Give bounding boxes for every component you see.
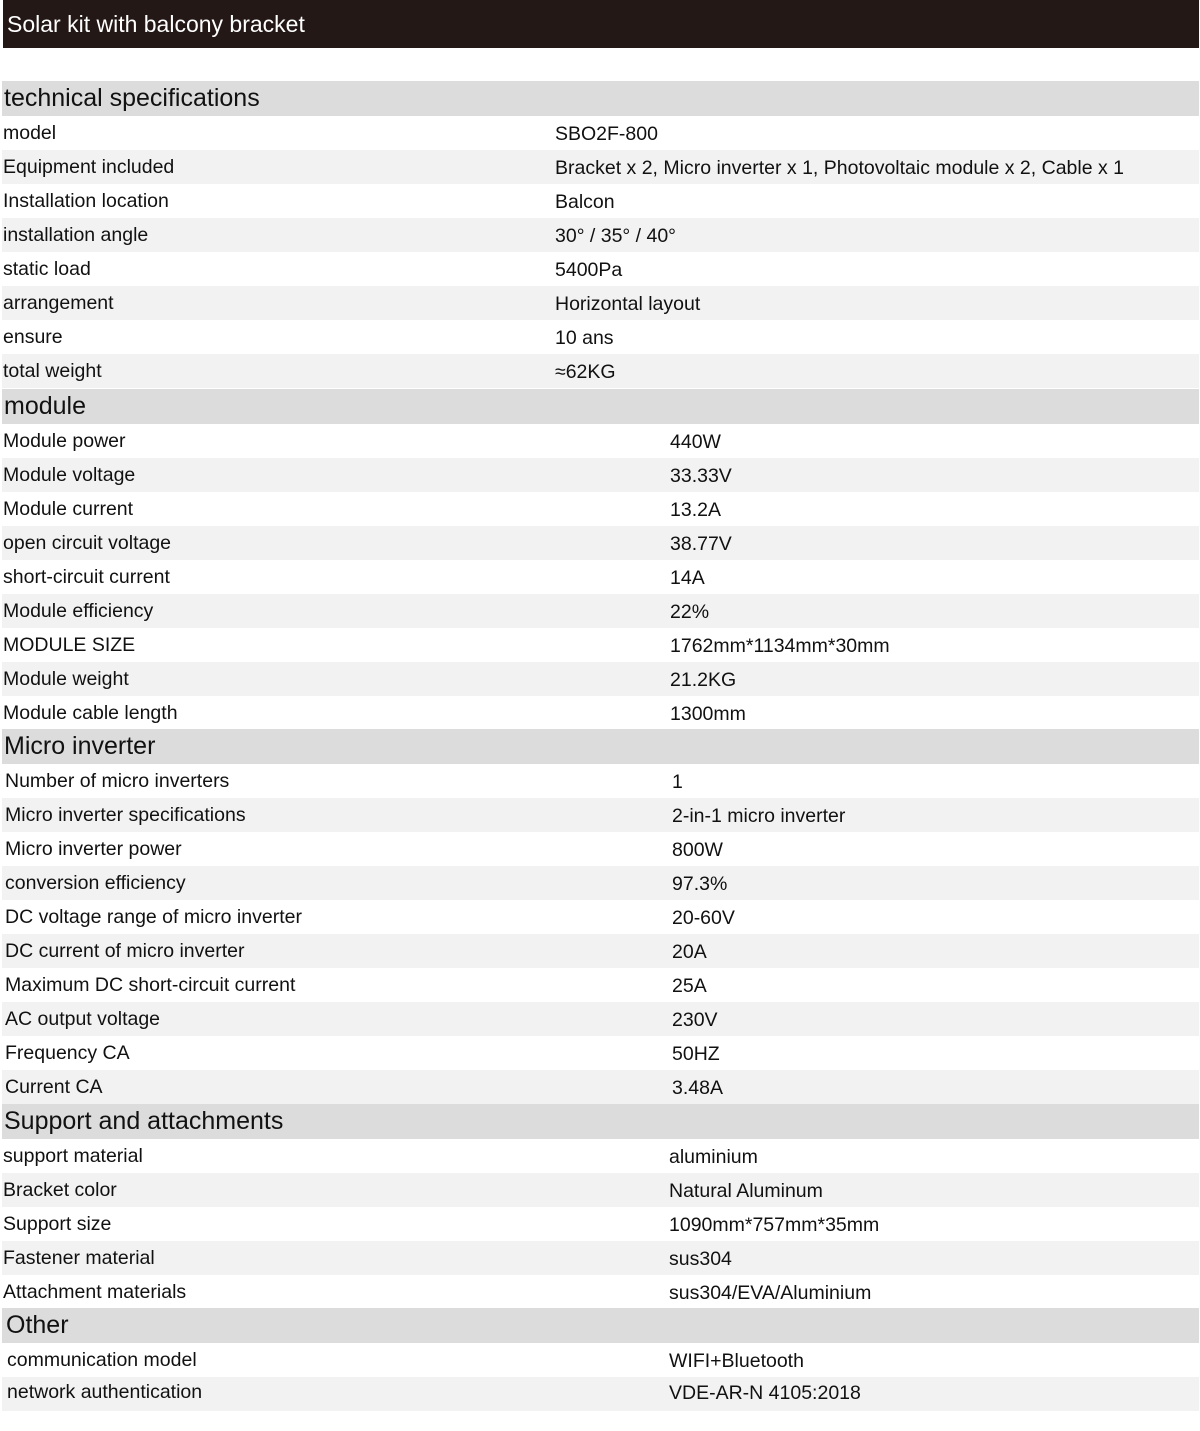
spec-row: [2, 1377, 1199, 1411]
spec-label: network authentication: [7, 1381, 203, 1403]
spec-label: installation angle: [3, 224, 149, 246]
spec-row: [2, 184, 1199, 218]
spec-label: ensure: [3, 326, 63, 348]
spec-row: [2, 968, 1199, 1002]
spec-value: WIFI+Bluetooth: [669, 1350, 804, 1372]
spec-label: Current CA: [5, 1076, 103, 1098]
spec-value: 50HZ: [672, 1043, 720, 1065]
spec-value: 5400Pa: [555, 259, 623, 281]
section-header: Support and attachments: [2, 1104, 1199, 1139]
spec-label: MODULE SIZE: [3, 634, 136, 656]
spec-value: 25A: [672, 975, 707, 997]
spec-label: Support size: [3, 1213, 112, 1235]
spec-label: Module cable length: [3, 702, 178, 724]
section-header: Other: [2, 1308, 1199, 1343]
spec-row: [2, 628, 1199, 662]
spec-row: [2, 798, 1199, 832]
spec-label: Number of micro inverters: [5, 770, 230, 792]
spec-value: 3.48A: [672, 1077, 723, 1099]
spec-value: ≈62KG: [555, 361, 616, 383]
spec-row: [2, 900, 1199, 934]
spec-label: Fastener material: [3, 1247, 155, 1269]
spec-label: communication model: [7, 1349, 197, 1371]
section-module: [0, 389, 1200, 730]
spec-value: 14A: [670, 567, 705, 589]
spec-row: [2, 764, 1199, 798]
spec-value: 1090mm*757mm*35mm: [669, 1214, 880, 1236]
spec-value: 30° / 35° / 40°: [555, 225, 676, 247]
spec-value: 13.2A: [670, 499, 721, 521]
spec-value: 38.77V: [670, 533, 732, 555]
spec-value: Horizontal layout: [555, 293, 701, 315]
spec-label: support material: [3, 1145, 143, 1167]
spec-label: Micro inverter specifications: [5, 804, 246, 826]
spec-row: [2, 1173, 1199, 1207]
spec-row: [2, 1002, 1199, 1036]
spec-row: [2, 594, 1199, 628]
spec-row: [2, 696, 1199, 730]
spec-label: static load: [3, 258, 91, 280]
section-technical-specifications: [0, 81, 1200, 388]
spec-value: 2-in-1 micro inverter: [672, 805, 846, 827]
spec-label: Maximum DC short-circuit current: [5, 974, 296, 996]
spec-row: [2, 458, 1199, 492]
spec-row: [2, 218, 1199, 252]
spec-row: [2, 286, 1199, 320]
spec-row: [2, 1207, 1199, 1241]
spec-row: [2, 1036, 1199, 1070]
spec-row: [2, 866, 1199, 900]
spec-row: [2, 832, 1199, 866]
spec-value: VDE-AR-N 4105:2018: [669, 1382, 861, 1404]
spec-value: 1: [672, 771, 683, 793]
spec-row: [2, 252, 1199, 286]
spec-label: open circuit voltage: [3, 532, 172, 554]
spec-row: [2, 526, 1199, 560]
spec-row: [2, 492, 1199, 526]
spec-label: total weight: [3, 360, 102, 382]
spec-label: Bracket color: [3, 1179, 117, 1201]
spec-row: [2, 1070, 1199, 1104]
spec-label: DC current of micro inverter: [5, 940, 245, 962]
spec-row: [2, 116, 1199, 150]
section-other: [0, 1308, 1200, 1411]
spec-value: 21.2KG: [670, 669, 737, 691]
spec-label: Module voltage: [3, 464, 136, 486]
spec-row: [2, 662, 1199, 696]
spec-value: 97.3%: [672, 873, 728, 895]
section-support-and-attachments: [0, 1104, 1200, 1309]
spec-row: [2, 354, 1199, 388]
spec-value: sus304: [669, 1248, 732, 1270]
spec-row: [2, 1241, 1199, 1275]
spec-value: aluminium: [669, 1146, 758, 1168]
spec-label: short-circuit current: [3, 566, 170, 588]
spec-value: 230V: [672, 1009, 718, 1031]
spec-label: Equipment included: [3, 156, 175, 178]
spec-row: [2, 150, 1199, 184]
spec-value: 800W: [672, 839, 723, 861]
spec-value: SBO2F-800: [555, 123, 658, 145]
spec-value: 1762mm*1134mm*30mm: [670, 635, 890, 657]
spec-label: Module current: [3, 498, 134, 520]
spec-value: 20-60V: [672, 907, 735, 929]
section-header: Micro inverter: [2, 729, 1199, 764]
spec-value: sus304/EVA/Aluminium: [669, 1282, 872, 1304]
spec-value: Balcon: [555, 191, 615, 213]
spec-row: [2, 934, 1199, 968]
spec-label: conversion efficiency: [5, 872, 186, 894]
spec-value: Natural Aluminum: [669, 1180, 823, 1202]
page-title: Solar kit with balcony bracket: [3, 0, 1199, 48]
spec-value: 33.33V: [670, 465, 732, 487]
spec-label: Micro inverter power: [5, 838, 182, 860]
spec-row: [2, 1343, 1199, 1377]
spec-row: [2, 320, 1199, 354]
spec-row: [2, 1275, 1199, 1309]
spec-label: Frequency CA: [5, 1042, 130, 1064]
spec-label: Module power: [3, 430, 126, 452]
spec-value: 20A: [672, 941, 707, 963]
spec-value: 440W: [670, 431, 721, 453]
spec-label: DC voltage range of micro inverter: [5, 906, 302, 928]
spec-row: [2, 560, 1199, 594]
spec-label: arrangement: [3, 292, 114, 314]
spec-label: AC output voltage: [5, 1008, 161, 1030]
spec-row: [2, 1139, 1199, 1173]
spec-value: 1300mm: [670, 703, 746, 725]
spec-value: 22%: [670, 601, 710, 623]
spec-value: Bracket x 2, Micro inverter x 1, Photovoltaic module x 2, Cable x 1: [555, 157, 1124, 179]
spec-label: Installation location: [3, 190, 169, 212]
spec-row: [2, 424, 1199, 458]
section-header: technical specifications: [2, 81, 1199, 116]
spec-value: 10 ans: [555, 327, 614, 349]
spec-label: model: [3, 122, 57, 144]
spec-label: Module efficiency: [3, 600, 154, 622]
section-micro-inverter: [0, 729, 1200, 1104]
section-header: module: [2, 389, 1199, 424]
spec-label: Attachment materials: [3, 1281, 187, 1303]
spec-label: Module weight: [3, 668, 129, 690]
